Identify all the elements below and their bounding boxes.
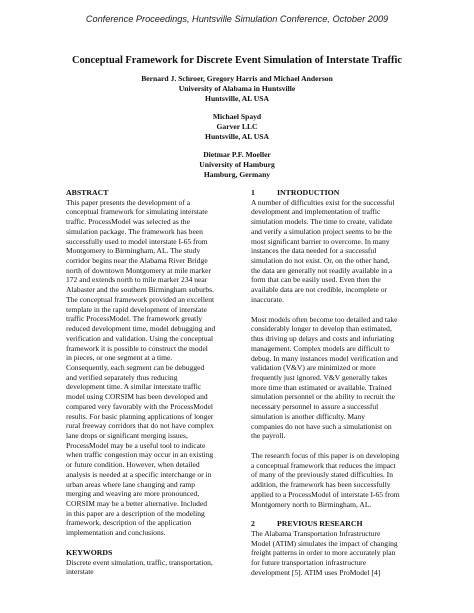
text-line: corridor begins near the Alabama River Bridge [66,256,208,266]
text-line: traffic. ProcessModel was selected as the [66,217,190,227]
text-line: lane drops or significant merging issues, [66,430,188,440]
text-line: and verified separately thus reducing [66,372,178,382]
text-line: more time than estimated or available. Trained [251,382,392,392]
text-line: simulation package. The framework has been [66,226,203,236]
author-block [0,74,474,104]
text-line: ProcessModel may be a useful tool to indicate [66,440,206,450]
section-title: INTRODUCTION [277,188,340,197]
text-line: thus driving up delays and costs and infuriating [251,334,395,344]
section-title: PREVIOUS RESEARCH [277,519,363,529]
text-line: companies do not have such a simulationist on [251,421,392,431]
text-line: simulation do not exist. Or, on the other hand, [251,256,390,266]
text-line: development and implementation of traffic [251,207,381,217]
text-line: inaccurate. [251,294,284,304]
text-line: a conceptual framework that reduces the impact [251,460,396,470]
abstract-heading: ABSTRACT [66,188,109,197]
text-line: simulation models. The time to create, validate [251,217,393,227]
keywords-heading: KEYWORDS [66,547,113,557]
text-line: implementation and conclusions. [66,528,166,538]
text-line: considerably longer to develop than estimated, [251,324,392,334]
text-line: validation (V&V) are minimized or more [251,363,376,373]
introduction-body [251,198,447,510]
text-line: for future transportation infrastructure [251,558,367,568]
text-line: addition, the framework has been successfully [251,480,391,490]
text-line: results. For basic planning applications of longer [66,411,214,421]
text-line: verification and validation. Using the conceptual [66,333,214,343]
text-line: the payroll. [251,431,286,441]
author-names: Dietmar P.F. Moeller [203,150,271,159]
text-line: the data are generally not readily available in a [251,265,393,275]
text-line: The research focus of this paper is on developing [251,450,400,460]
text-line: development [5]. ATIM uses ProModel [4] [251,567,381,577]
author-names: Michael Spayd [212,112,262,121]
text-line: rural freeway corridors that do not have complex [66,421,214,431]
text-line: Montgomery north to Birmingham, AL. [251,499,372,509]
text-line: merging and weaving are more pronounced, [66,489,200,499]
author-names: Bernard J. Schroer, Gregory Harris and Michael Anderson [141,74,333,83]
text-line: CORSIM may be a better alternative. Included [66,499,208,508]
previous-research-body [251,529,447,578]
text-line: freight patterns in order to more accurately plan [251,548,396,558]
text-line: most significant barrier to overcome. In many [251,236,390,246]
text-line: available data are not credible, incomplete or [251,285,387,295]
text-line: Consequently, each segment can be debugged [66,362,205,372]
text-line: Most models often become too detailed and take [251,314,398,324]
text-line: applied to a ProcessModel of interstate I-65 from [251,489,400,499]
text-line: or future condition. However, when detailed [66,460,200,470]
text-line: form that can be easily used. Even then the [251,275,381,285]
text-line: Model (ATIM) simulates the impact of changing [251,538,398,548]
left-column [66,188,262,577]
author-affiliation: Garver LLC [216,122,258,131]
paragraph [251,451,447,509]
text-line: The Alabama Transportation Infrastructure [251,529,381,538]
keywords-body [66,558,262,577]
text-line: framework it is possible to construct the model [66,343,208,353]
text-line: development time. A similar interstate traffic [66,382,202,392]
text-line: north of downtown Montgomery at mile marker [66,265,212,275]
text-line: in this paper are a description of the modeling [66,508,205,518]
text-line: traffic ProcessModel. The framework greatly [66,314,203,324]
text-line: when traffic congestion may occur in an existing [66,450,214,460]
author-location: Hamburg, Germany [203,170,271,179]
author-affiliation: University of Alabama in Huntsville [178,84,296,93]
section-heading-previous-research [251,519,447,529]
section-heading-introduction [251,188,447,198]
section-number: 1 [251,188,255,197]
paper-title: Conceptual Framework for Discrete Event Simulation of Interstate Traffic [72,55,402,66]
abstract-body [66,198,262,538]
text-line: framework, description of the application [66,518,192,528]
section-number: 2 [251,519,255,529]
paragraph [251,315,447,441]
text-line: in pieces, or one segment at a time. [66,353,173,363]
text-line: analysis is needed at a specific interchange or in [66,469,212,479]
text-line: interstate [66,567,94,577]
text-line: debug. In many instances model verification and [251,353,398,363]
text-line: This paper presents the development of a [66,197,191,207]
text-line: Montgomery to Birmingham, AL. The study [66,246,201,256]
text-line: A number of difficulties exist for the successful [251,197,395,207]
text-line: urban areas where lane changing and ramp [66,479,196,489]
text-line: management. Complex models are difficult to [251,343,390,353]
text-line: compared very favorably with the ProcessModel [66,401,213,411]
text-line: successfully used to model interstate I-65 from [66,236,208,246]
text-line: of many of the previously stated difficulties. In [251,470,393,480]
right-column [251,188,447,578]
text-line: and verify a simulation project seems to be the [251,226,392,236]
author-block [0,112,474,142]
running-header: Conference Proceedings, Huntsville Simulation Conference, October 2009 [85,14,389,24]
text-line: template in the rapid development of interstate [66,304,207,314]
text-line: Alabaster and the southern Birmingham suburbs. [66,285,214,295]
text-line: conceptual framework for simulating interstate [66,207,208,217]
text-line: instances the data needed for a successful [251,246,377,256]
author-affiliation: University of Hamburg [199,160,275,169]
author-location: Huntsville, AL USA [205,132,269,141]
text-line: simulation personnel or the ability to recruit the [251,392,395,402]
paragraph [251,198,447,305]
text-line: model using CORSIM has been developed and [66,392,208,402]
author-location: Huntsville, AL USA [205,94,269,103]
text-line: frequently just ignored. V&V generally takes [251,372,388,382]
text-line: simulation is another difficulty. Many [251,411,366,421]
text-line: The conceptual framework provided an excellent [66,294,215,304]
text-line: reduced development time, model debugging and [66,324,216,334]
text-line: 172 and extends north to mile marker 234 near [66,275,208,285]
author-block [0,150,474,180]
text-line: necessary personnel to assure a successful [251,402,379,412]
text-line: Discrete event simulation, traffic, transportation, [66,557,213,567]
